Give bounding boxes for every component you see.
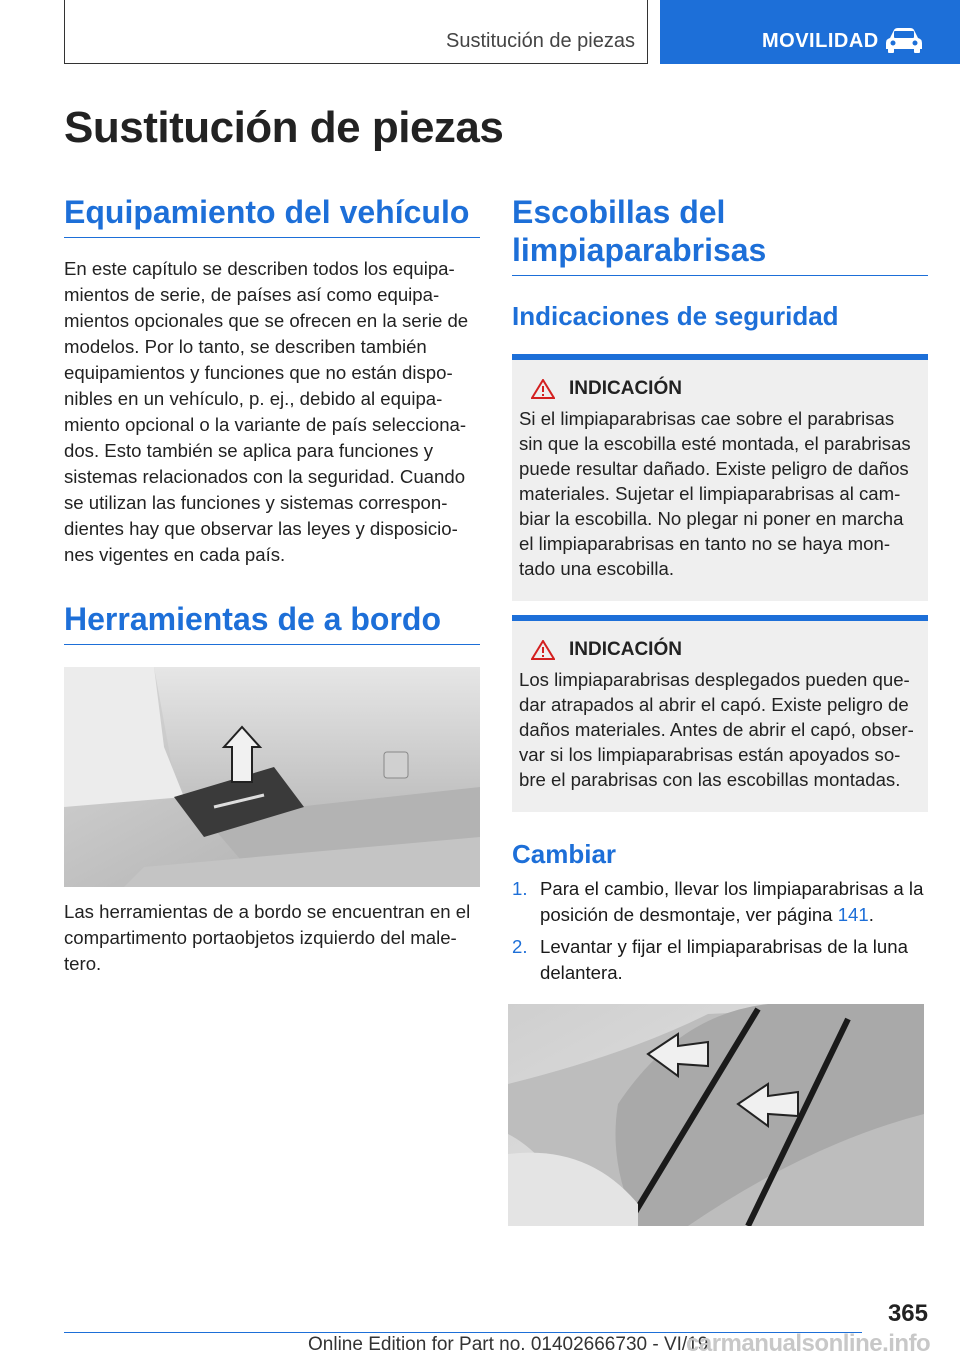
footer-edition: Online Edition for Part no. 01402666730 - VI/19 bbox=[308, 1334, 709, 1355]
step-text: Para el cambio, llevar los limpiaparabrisas a la posición de desmontaje, ver página bbox=[540, 878, 924, 925]
warning-title: INDICACIÓN bbox=[569, 378, 682, 399]
watermark: carmanualsonline.info bbox=[686, 1330, 931, 1357]
warning-triangle-icon bbox=[531, 379, 555, 399]
step-number: 2. bbox=[512, 936, 528, 957]
tools-heading: Herramientas de a bordo bbox=[64, 600, 480, 645]
page-title: Sustitución de piezas bbox=[64, 103, 504, 152]
page-link[interactable]: 141 bbox=[837, 904, 869, 925]
safety-heading: Indicaciones de seguridad bbox=[512, 301, 839, 331]
wiper-heading: Escobillas del limpiaparabrisas bbox=[512, 193, 928, 276]
warning-title: INDICACIÓN bbox=[569, 639, 682, 660]
warning-box bbox=[512, 615, 928, 812]
warning-text: Si el limpiaparabrisas cae sobre el parabrisas sin que la escobilla esté montada, el parabrisas puede resultar dañado. Existe peligro de daños materiales. Sujetar el limpiaparabrisas al cam-biar la escobilla. No plegar ni poner en marcha el limpiaparabrisas en tanto no se haya mon-tado una escobilla. bbox=[519, 408, 911, 579]
warning-box bbox=[512, 354, 928, 601]
list-item bbox=[512, 934, 928, 986]
step-number: 1. bbox=[512, 878, 528, 899]
tools-compartment-photo bbox=[64, 667, 480, 887]
page-number: 365 bbox=[887, 1300, 928, 1327]
list-item: 1. Para el cambio, llevar los limpiaparabrisas a la posición de desmontaje, ver página 141. bbox=[512, 876, 928, 928]
car-icon bbox=[884, 27, 924, 53]
tools-paragraph: Las herramientas de a bordo se encuentran en el compartimento portaobjetos izquierdo del male-tero. bbox=[64, 901, 471, 974]
header-chapter-tab[interactable] bbox=[660, 0, 960, 64]
header-section-title: Sustitución de piezas bbox=[445, 30, 635, 52]
warning-text: Los limpiaparabrisas desplegados pueden que-dar atrapados al abrir el capó. Existe peligro de daños materiales. Antes de abrir el capó, obser-var si los limpiaparabrisas están apoyados so-bre el parabrisas con las escobillas montadas. bbox=[519, 669, 914, 790]
equipment-heading: Equipamiento del vehículo bbox=[64, 193, 480, 238]
warning-triangle-icon bbox=[531, 640, 555, 660]
right-column bbox=[512, 193, 928, 1226]
change-heading: Cambiar bbox=[512, 839, 617, 869]
header-chapter-title: MOVILIDAD bbox=[762, 30, 879, 52]
equipment-paragraph: En este capítulo se describen todos los equipa-mientos de serie, de países así como equipa-mientos opcionales que se ofrecen en la serie de modelos. Por lo tanto, se describen también equipamientos y funciones que no están dispo-nibles en un vehículo, p. ej., debido al equipa-miento opcional o la variante de país selecciona-dos. Esto también se aplica para funciones y sistemas relacionados con la seguridad. Cuando se utilizan las funciones y sistemas correspon-dientes hay que observar las leyes y disposicio-nes vigentes en cada país. bbox=[64, 258, 469, 565]
left-column bbox=[64, 193, 480, 977]
wiper-photo bbox=[508, 1004, 924, 1226]
step-text: Levantar y fijar el limpiaparabrisas de la luna delantera. bbox=[540, 936, 908, 983]
header-section-tab bbox=[64, 0, 648, 64]
